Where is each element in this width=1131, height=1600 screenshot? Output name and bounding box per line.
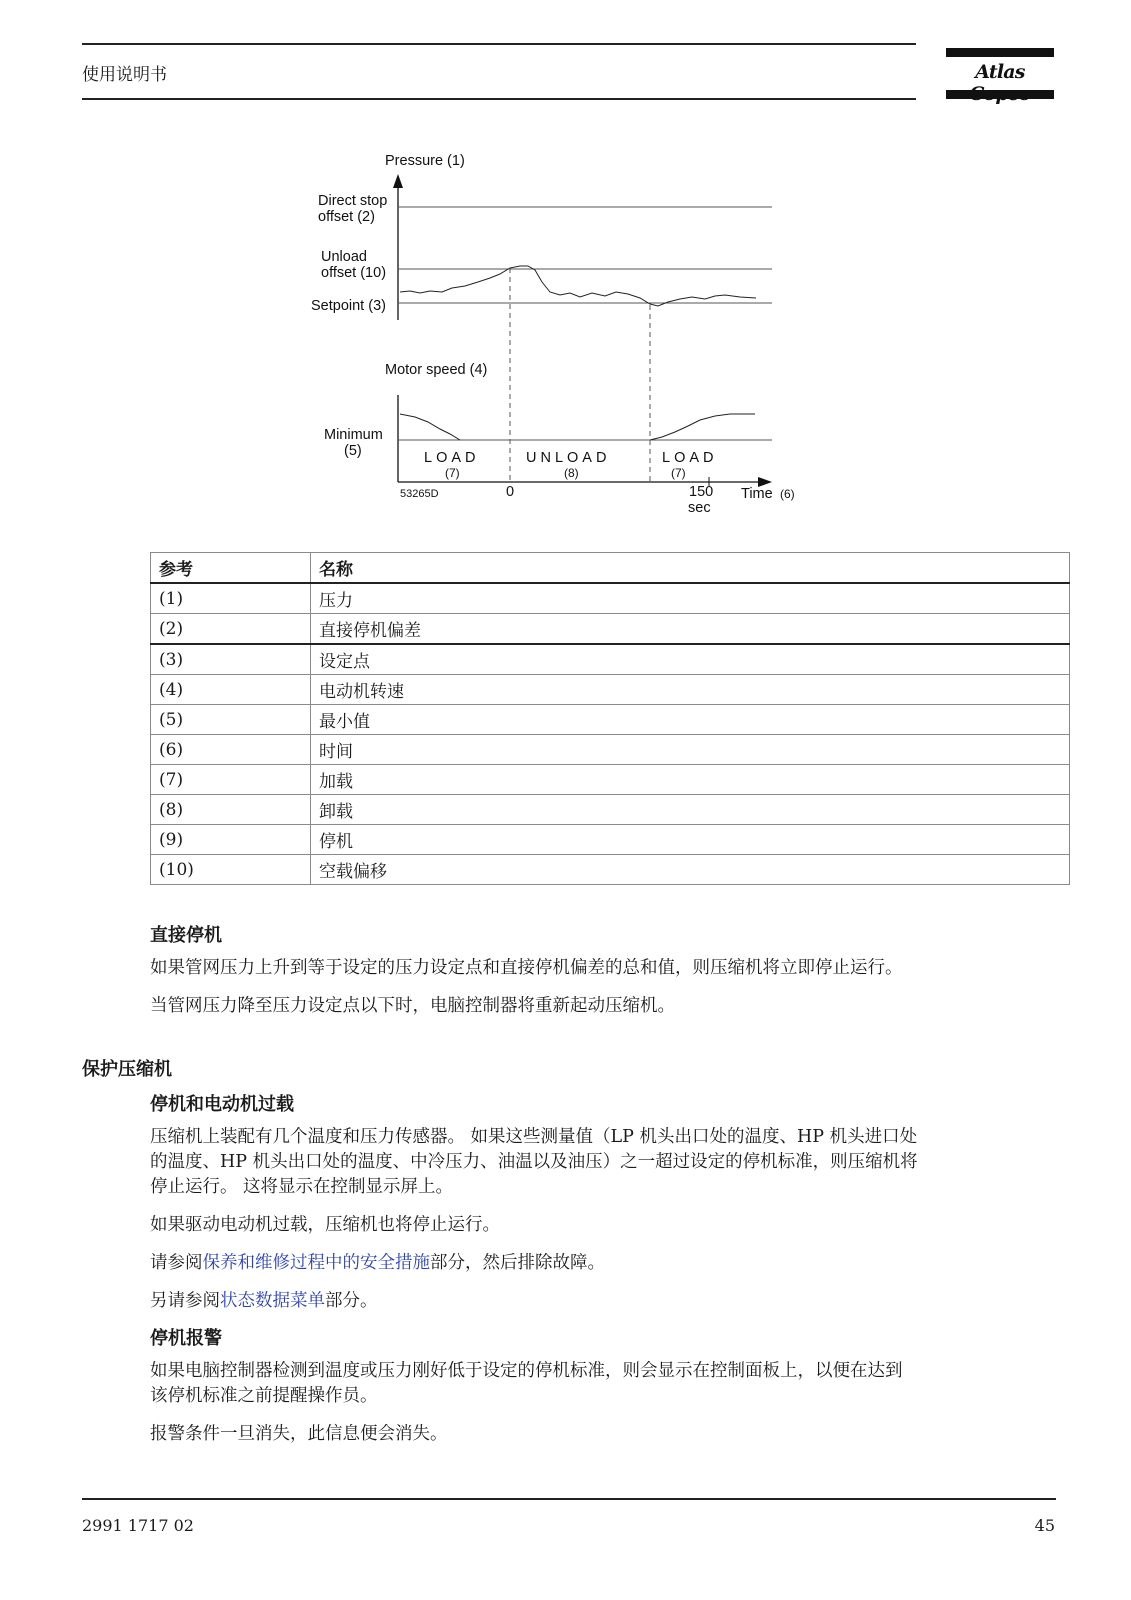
- pressure-axis-arrow: [393, 174, 403, 188]
- table-row: [151, 675, 1070, 705]
- ref-cell: (10): [151, 855, 311, 885]
- direct-stop-paragraph-1: 如果管网压力上升到等于设定的压力设定点和直接停机偏差的总和值，则压缩机将立即停止运行。: [150, 958, 903, 978]
- figure-code: 53265D: [400, 488, 439, 500]
- name-cell: 卸载: [311, 795, 1070, 825]
- setpoint-label: Setpoint (3): [311, 298, 386, 314]
- name-cell: 设定点: [311, 644, 1070, 675]
- unload-offset-label-2: offset (10): [321, 265, 387, 281]
- name-cell: 加载: [311, 765, 1070, 795]
- ref-cell: (7): [151, 765, 311, 795]
- safety-precautions-link[interactable]: 保养和维修过程中的安全措施: [202, 1253, 430, 1273]
- minimum-label-2: (5): [344, 443, 362, 459]
- name-cell: 停机: [311, 825, 1070, 855]
- name-cell: 直接停机偏差: [311, 614, 1070, 645]
- footer-rule: [82, 1498, 1056, 1500]
- unload-phase-ref: (8): [564, 466, 579, 480]
- table-row: [151, 583, 1070, 614]
- unload-offset-label: Unload: [321, 249, 367, 265]
- logo-wordmark: Atlas: [975, 61, 1025, 83]
- name-cell: 压力: [311, 583, 1070, 614]
- overload-paragraph-1: [150, 1125, 1060, 1200]
- overload-paragraph-2: 如果驱动电动机过载，压缩机也将停止运行。: [150, 1215, 500, 1235]
- ref-cell: (9): [151, 825, 311, 855]
- overload-line-1: 压缩机上装配有几个温度和压力传感器。 如果这些测量值（LP 机头出口处的温度、HP 机头进口处: [150, 1127, 918, 1147]
- load-phase-ref-2: (7): [671, 466, 686, 480]
- header-reference: 参考: [151, 553, 311, 584]
- direct-stop-label-2: offset (2): [318, 209, 375, 225]
- shutdown-overload-heading: 停机和电动机过载: [150, 1094, 294, 1115]
- warning-paragraph-2: 报警条件一旦消失，此信息便会消失。: [150, 1424, 448, 1444]
- pressure-label: Pressure (1): [385, 153, 465, 169]
- table-row: [151, 644, 1070, 675]
- ref-cell: (3): [151, 644, 311, 675]
- header-name: 名称: [311, 553, 1070, 584]
- reference-table: [150, 552, 1070, 885]
- ref-cell: (4): [151, 675, 311, 705]
- safety-reference-paragraph: [150, 1251, 1060, 1276]
- table-row: [151, 614, 1070, 645]
- ref-cell: (6): [151, 735, 311, 765]
- tick-zero: 0: [506, 484, 515, 500]
- warning-line-1: 如果电脑控制器检测到温度或压力刚好低于设定的停机标准，则会显示在控制面板上，以便在达到: [150, 1361, 903, 1381]
- safety-ref-suffix: 部分，然后排除故障。: [430, 1253, 605, 1273]
- tick-sec: sec: [688, 500, 711, 516]
- ref-cell: (2): [151, 614, 311, 645]
- direct-stop-heading: 直接停机: [150, 925, 222, 946]
- table-row: [151, 705, 1070, 735]
- minimum-label: Minimum: [324, 427, 383, 443]
- protect-compressor-heading: 保护压缩机: [82, 1059, 172, 1080]
- atlas-copco-logo: [946, 48, 1054, 100]
- shutdown-warning-heading: 停机报警: [150, 1328, 222, 1349]
- table-row: [151, 795, 1070, 825]
- document-title: 使用说明书: [82, 65, 167, 85]
- ref-cell: (1): [151, 583, 311, 614]
- document-number: 2991 1717 02: [82, 1516, 194, 1535]
- logo-bottom-bar: [946, 90, 1054, 99]
- logo-top-bar: [946, 48, 1054, 57]
- name-cell: 电动机转速: [311, 675, 1070, 705]
- warning-line-2: 该停机标准之前提醒操作员。: [150, 1386, 378, 1406]
- overload-line-3: 停止运行。 这将显示在控制显示屏上。: [150, 1177, 454, 1197]
- unload-phase-label: UNLOAD: [526, 450, 611, 466]
- pressure-curve: [400, 266, 756, 306]
- load-phase-label-1: LOAD: [424, 450, 480, 466]
- status-reference-paragraph: [150, 1289, 1060, 1314]
- status-data-menu-link[interactable]: 状态数据菜单: [220, 1291, 325, 1311]
- page-number: 45: [1034, 1516, 1055, 1535]
- name-cell: 空载偏移: [311, 855, 1070, 885]
- name-cell: 最小值: [311, 705, 1070, 735]
- ref-cell: (8): [151, 795, 311, 825]
- header-bottom-rule: [82, 98, 916, 100]
- speed-curve-right: [650, 414, 755, 440]
- table-header-row: [151, 553, 1070, 584]
- time-label: Time: [741, 486, 773, 502]
- table-row: [151, 765, 1070, 795]
- ref-cell: (5): [151, 705, 311, 735]
- status-ref-prefix: 另请参阅: [150, 1291, 220, 1311]
- warning-paragraph-1: [150, 1359, 1060, 1409]
- header-top-rule: [82, 43, 916, 45]
- overload-line-2: 的温度、HP 机头出口处的温度、中冷压力、油温以及油压）之一超过设定的停机标准，则压缩机将: [150, 1152, 918, 1172]
- safety-ref-prefix: 请参阅: [150, 1253, 203, 1273]
- direct-stop-paragraph-2: 当管网压力降至压力设定点以下时，电脑控制器将重新起动压缩机。: [150, 996, 675, 1016]
- load-phase-label-2: LOAD: [662, 450, 718, 466]
- table-row: [151, 855, 1070, 885]
- status-ref-suffix: 部分。: [325, 1291, 378, 1311]
- name-cell: 时间: [311, 735, 1070, 765]
- table-row: [151, 825, 1070, 855]
- direct-stop-label: Direct stop: [318, 193, 388, 209]
- pressure-speed-diagram: [300, 150, 840, 530]
- motor-speed-label: Motor speed (4): [385, 362, 488, 378]
- load-phase-ref-1: (7): [445, 466, 460, 480]
- time-ref: (6): [780, 487, 795, 501]
- table-row: [151, 735, 1070, 765]
- tick-150: 150: [689, 484, 714, 500]
- speed-curve-left: [400, 414, 460, 440]
